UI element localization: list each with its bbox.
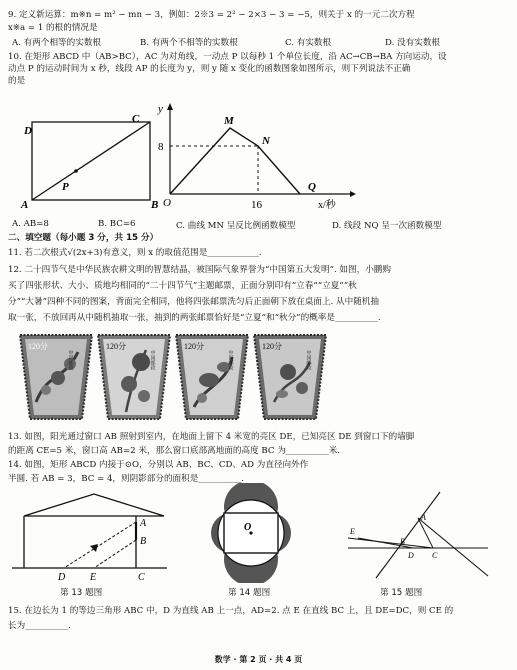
stamp-qiufen: [174, 332, 250, 422]
fig14-label-b: B: [216, 555, 223, 566]
fig10-x-tick: 16: [251, 199, 262, 211]
q12-line4: 取一张，不放回再从中随机抽取一张，抽到的两张邮票恰好是“立夏”和“秋分”的概率是__________.: [8, 313, 381, 323]
q11: 11. 若二次根式√(2x+3)有意义，则 x 的取值范围是____________.: [8, 248, 262, 258]
q13-line1: 13. 如图，阳光通过窗口 AB 照射到室内，在地面上留下 4 米宽的亮区 DE，已知亮区 DE 到窗口下的墙脚: [8, 432, 415, 442]
q10-line3: 的是: [8, 76, 26, 86]
q13-line2: 的距离 CE=5 米，窗口高 AB=2 米，那么窗口底部离地面的高度 BC 为__________米.: [8, 446, 341, 456]
section-heading: 二、填空题（每小题 3 分，共 15 分）: [8, 233, 159, 243]
stamp-lixia: [96, 332, 172, 422]
q9-line1: 9. 定义新运算：m※n = m² − mn − 3，例如：2※3 = 2² − 2×3 − 3 = −5，则关于 x 的一元二次方程: [8, 10, 415, 20]
fig14-label-d: D: [280, 501, 288, 512]
fig13-diagram: [12, 488, 172, 583]
fig13-caption: 第 13 题图: [60, 588, 103, 598]
q10-option-d: D. 线段 NQ 呈一次函数模型: [332, 221, 442, 231]
q9-option-c: C. 有实数根: [285, 38, 332, 48]
q9-line2: x※a = 1 的根的情况是: [8, 23, 98, 33]
q9-option-b: B. 有两个不相等的实数根: [140, 38, 238, 48]
fig10-label-p: P: [62, 181, 69, 193]
fig13-label-b: B: [140, 536, 147, 547]
q15-line1: 15. 在边长为 1 的等边三角形 ABC 中，D 为直线 AB 上一点，AD=2. 点 E 在直线 BC 上，且 DE=DC，则 CE 的: [8, 606, 454, 616]
q12-line3: 分”“大暑”四种不同的图案，背面完全相同，他将四张邮票洗匀后正面朝下放在桌面上. 从中随机抽: [8, 297, 379, 307]
fig10-graph: [150, 98, 360, 218]
q14-line1: 14. 如图，矩形 ABCD 内接于⊙O，分别以 AB、BC、CD、AD 为直径向外作: [8, 460, 309, 470]
fig10-rectangle: [18, 108, 158, 208]
fig15-diagram: [338, 488, 498, 583]
fig10-label-d: D: [24, 125, 32, 137]
fig15-label-c: C: [432, 551, 438, 560]
fig14-diagram: [196, 483, 306, 583]
stamp-4-value: 120分: [262, 342, 282, 351]
q9-option-a: A. 有两个相等的实数根: [12, 38, 102, 48]
fig10-y-axis: y: [158, 103, 163, 115]
fig15-label-e: E: [350, 527, 355, 536]
q10-line2: 动点 P 的运动时间为 x 秒，线段 AP 的长度为 y，则 y 随 x 变化的函数图象如图所示，则下列说法不正确: [8, 64, 411, 74]
q10-option-c: C. 曲线 MN 呈反比例函数模型: [176, 221, 296, 231]
fig10-label-c: C: [132, 113, 140, 125]
fig14-label-a: A: [216, 501, 223, 512]
fig15-label-a: A: [421, 513, 426, 522]
fig15-label-b: B: [400, 537, 405, 546]
fig15-caption: 第 15 题图: [380, 588, 423, 598]
stamp-lichun: [18, 332, 94, 422]
fig15-label-d: D: [408, 551, 414, 560]
fig13-label-e: E: [90, 572, 97, 583]
fig10-label-b: B: [151, 199, 158, 208]
q10-option-a: A. AB=8: [12, 219, 49, 229]
q10-option-b: B. BC=6: [98, 219, 136, 229]
stamp-2-value: 120分: [106, 342, 126, 351]
fig13-label-c: C: [138, 572, 145, 583]
q10-line1: 10. 在矩形 ABCD 中（AB>BC），AC 为对角线，一动点 P 以每秒 1 个单位长度，沿 AC→CB→BA 方向运动，设: [8, 52, 447, 62]
q9-option-d: D. 没有实数根: [385, 38, 441, 48]
stamp-1-value: 120分: [28, 342, 48, 351]
stamp-2-country: 中国邮政: [149, 350, 155, 370]
stamp-1-country: 中国邮政: [67, 350, 73, 370]
q12-line1: 12. 二十四节气是中华民族农耕文明的智慧结晶，被国际气象界誉为“中国第五大发明”. 如图，小鹏购: [8, 265, 391, 275]
fig14-label-o: O: [244, 522, 252, 533]
fig14-label-c: C: [280, 555, 287, 566]
stamp-3-country: 中国邮政: [227, 350, 233, 370]
stamp-dashu: [252, 332, 328, 422]
fig10-y-tick: 8: [158, 141, 164, 153]
q14-line2: 半圆. 若 AB = 3，BC = 4，则阴影部分的面积是__________.: [8, 474, 245, 484]
fig13-label-a: A: [140, 518, 147, 529]
q15-line2: 长为__________.: [8, 621, 71, 631]
fig14-caption: 第 14 题图: [228, 588, 271, 598]
q12-line2: 买了四张形状、大小、质地均相同的“二十四节气”主题邮票，正面分别印有“立春”“立夏”“秋: [8, 281, 357, 291]
fig10-label-n: N: [262, 135, 270, 147]
fig13-label-d: D: [58, 572, 66, 583]
fig10-origin: O: [163, 197, 171, 209]
fig10-label-a: A: [21, 199, 29, 208]
stamp-4-country: 中国邮政: [305, 350, 311, 370]
stamp-3-value: 120分: [184, 342, 204, 351]
fig10-label-q: Q: [308, 181, 316, 193]
fig10-x-label: x/秒: [318, 200, 336, 211]
fig10-label-m: M: [224, 115, 234, 127]
page-footer: 数学 · 第 2 页 · 共 4 页: [214, 655, 303, 664]
